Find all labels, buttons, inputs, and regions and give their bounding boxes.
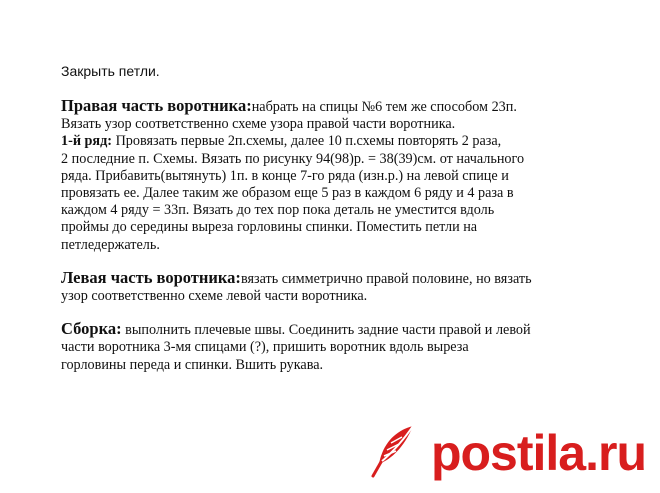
- right-collar-heading: Правая часть воротника:: [61, 96, 252, 115]
- left-collar-line-1: [61, 269, 601, 288]
- right-collar-line-6: провязать ее. Далее таким же образом еще 5 раз в каждом 6 ряду и 4 раза в: [61, 185, 514, 202]
- right-collar-line-8: проймы до середины выреза горловины спинки. Поместить петли на: [61, 219, 478, 236]
- assembly-line-1: [61, 320, 601, 339]
- right-collar-line-1-text: набрать на спицы №6 тем же способом 23п.: [251, 99, 517, 115]
- watermark-text: postila.ru: [430, 424, 646, 481]
- document-body: [61, 62, 601, 389]
- row-1-label: 1-й ряд:: [61, 133, 113, 150]
- right-collar-line-1: [61, 97, 601, 116]
- left-collar-section: [61, 269, 601, 305]
- close-loops-line: Закрыть петли.: [61, 63, 160, 79]
- assembly-line-3: горловины переда и спинки. Вшить рукава.: [61, 356, 324, 373]
- right-collar-line-2: Вязать узор соответственно схеме узора правой части воротника.: [61, 116, 456, 133]
- left-collar-line-2: узор соответственно схеме левой части воротника.: [61, 288, 368, 305]
- right-collar-line-7: каждом 4 ряду = 33п. Вязать до тех пор пока деталь не уместится вдоль: [61, 202, 495, 219]
- right-collar-line-9: петледержатель.: [61, 236, 160, 253]
- right-collar-line-3: [61, 133, 601, 150]
- assembly-line-2: части воротника 3-мя спицами (?), пришить воротник вдоль выреза: [61, 339, 469, 356]
- watermark: [369, 422, 646, 483]
- left-collar-line-1-text: вязать симметрично правой половине, но вязать: [240, 270, 532, 287]
- assembly-line-1-text: выполнить плечевые швы. Соединить задние части правой и левой: [121, 322, 531, 339]
- right-collar-section: [61, 97, 601, 254]
- right-collar-line-5: ряда. Прибавить(вытянуть) 1п. в конце 7-го ряда (изн.р.) на левой спице и: [61, 167, 509, 184]
- right-collar-line-4: 2 последние п. Схемы. Вязать по рисунку 94(98)р. = 38(39)см. от начального: [61, 150, 525, 167]
- assembly-section: [61, 320, 601, 374]
- feather-icon: [369, 422, 423, 483]
- right-collar-line-3-text: Провязать первые 2п.схемы, далее 10 п.схемы повторять 2 раза,: [112, 133, 502, 150]
- left-collar-heading: Левая часть воротника:: [61, 267, 241, 287]
- assembly-heading: Сборка:: [61, 319, 122, 339]
